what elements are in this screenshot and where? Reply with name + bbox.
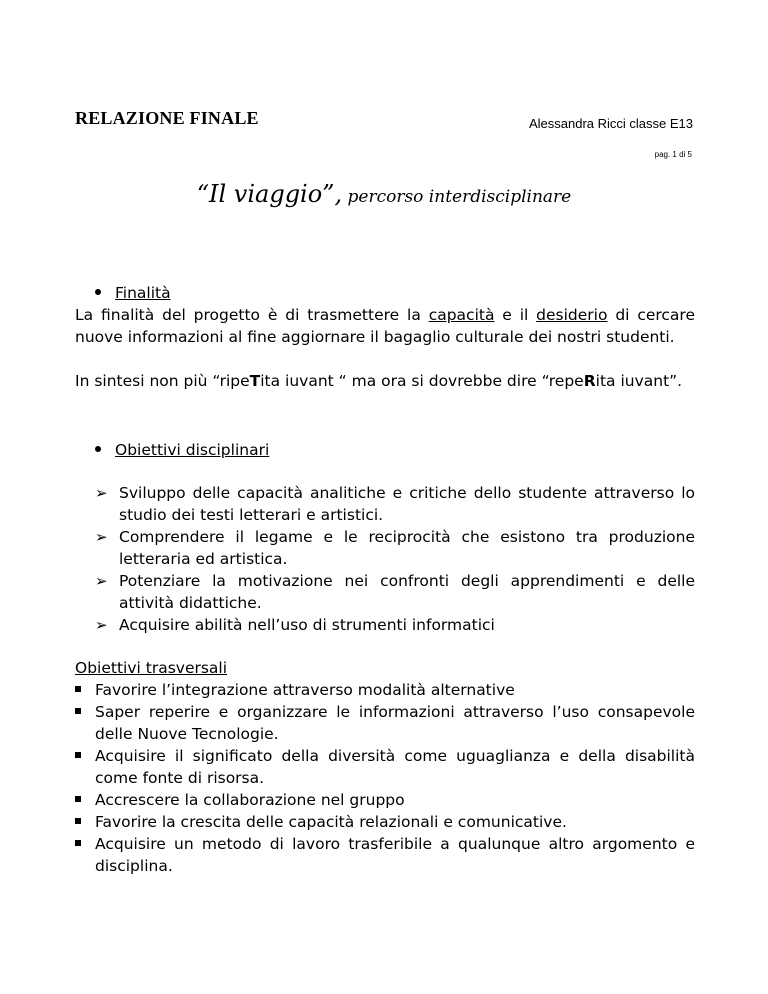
subtitle-rest: percorso interdisciplinare: [342, 187, 572, 207]
list-item-text: Accrescere la collaborazione nel gruppo: [95, 791, 405, 809]
list-item: [75, 679, 695, 701]
finalita-summary: [75, 370, 695, 392]
list-item: [75, 833, 695, 877]
finalita-text-2: e il: [494, 306, 537, 324]
keyword-desiderio: desiderio: [536, 306, 608, 324]
finalita-paragraph: [75, 304, 695, 348]
summary-bold-r: R: [583, 372, 596, 390]
square-bullet-icon: [75, 796, 81, 802]
obiettivi-disciplinari-list: [95, 482, 695, 636]
list-item: [95, 614, 695, 636]
list-item-text: Acquisire il significato della diversità come uguaglianza e della disabilità come fonte di risorsa.: [95, 747, 695, 787]
obiettivi-disciplinari-heading: [95, 439, 269, 461]
square-bullet-icon: [75, 708, 81, 714]
author-line: Alessandra Ricci classe E13: [528, 116, 693, 131]
list-item-text: Acquisire abilità nell’uso di strumenti informatici: [119, 616, 495, 634]
finalita-text-3: di cercare nuove informazioni al fine aggiornare il bagaglio culturale dei nostri studenti.: [75, 306, 695, 346]
list-item: [95, 570, 695, 614]
arrow-bullet-icon: ➢: [95, 484, 108, 502]
arrow-bullet-icon: ➢: [95, 616, 108, 634]
keyword-capacita: capacità: [428, 306, 495, 324]
list-item-text: Comprendere il legame e le reciprocità che esistono tra produzione letteraria ed artistica.: [119, 528, 695, 568]
finalita-text-1: La finalità del progetto è di trasmettere la: [75, 306, 429, 324]
square-bullet-icon: [75, 686, 81, 692]
list-item: [95, 526, 695, 570]
arrow-bullet-icon: ➢: [95, 528, 108, 546]
square-bullet-icon: [75, 840, 81, 846]
square-bullet-icon: [75, 752, 81, 758]
list-item-text: Favorire l’integrazione attraverso modalità alternative: [95, 681, 515, 699]
list-item-text: Saper reperire e organizzare le informazioni attraverso l’uso consapevole delle Nuove Tecnologie.: [95, 703, 695, 743]
list-item-text: Acquisire un metodo di lavoro trasferibile a qualunque altro argomento e disciplina.: [95, 835, 695, 875]
list-item: [75, 811, 695, 833]
document-title: RELAZIONE FINALE: [75, 108, 259, 128]
list-item-text: Favorire la crescita delle capacità relazionali e comunicative.: [95, 813, 567, 831]
square-bullet-icon: [75, 818, 81, 824]
summary-text-1: In sintesi non più “ripe: [75, 372, 250, 390]
list-item-text: Sviluppo delle capacità analitiche e critiche dello studente attraverso lo studio dei testi letterari e artistici.: [119, 484, 695, 524]
page-number: pag. 1 di 5: [654, 150, 692, 159]
list-item: [75, 789, 695, 811]
arrow-bullet-icon: ➢: [95, 572, 108, 590]
list-item: [95, 482, 695, 526]
obiettivi-disciplinari-label: Obiettivi disciplinari: [115, 441, 270, 459]
project-subtitle: [0, 180, 768, 208]
obiettivi-trasversali-heading: Obiettivi trasversali: [75, 659, 228, 677]
list-item: [75, 745, 695, 789]
summary-text-3: ita iuvant”.: [595, 372, 683, 390]
summary-text-2: ita iuvant “ ma ora si dovrebbe dire “repe: [260, 372, 584, 390]
finalita-heading: [95, 282, 171, 304]
obiettivi-trasversali-list: [75, 679, 695, 877]
summary-bold-t: T: [249, 372, 261, 390]
list-item-text: Potenziare la motivazione nei confronti degli apprendimenti e delle attività didattiche.: [119, 572, 695, 612]
bullet-dot-icon: [95, 289, 101, 295]
bullet-dot-icon: [95, 446, 101, 452]
subtitle-main: “Il viaggio”,: [196, 180, 343, 208]
list-item: [75, 701, 695, 745]
finalita-heading-label: Finalità: [115, 284, 171, 302]
